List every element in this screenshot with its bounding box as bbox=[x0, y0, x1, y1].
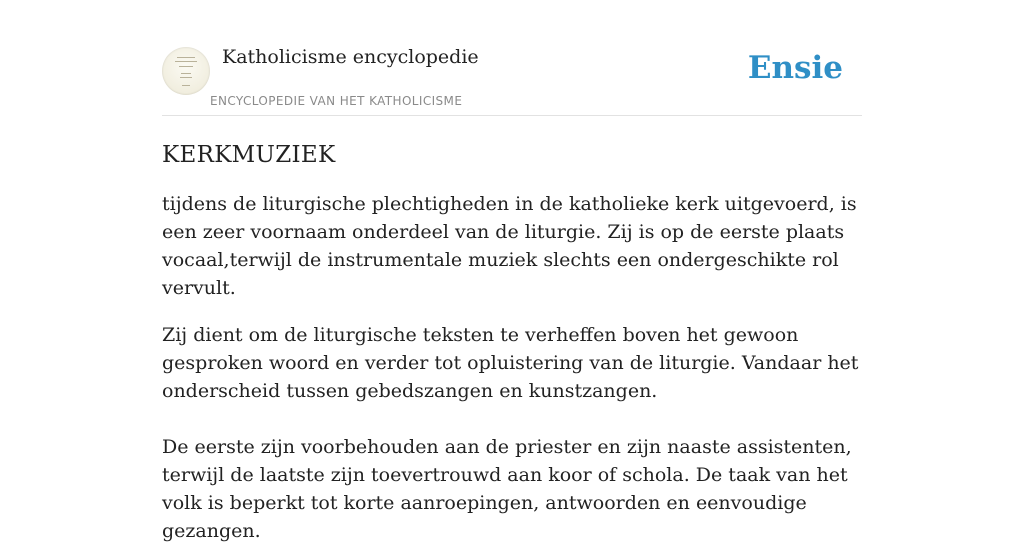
brand-logo[interactable]: Ensie bbox=[747, 50, 843, 86]
article-headword: KERKMUZIEK bbox=[162, 142, 336, 168]
book-title[interactable]: Katholicisme encyclopedie bbox=[222, 46, 479, 68]
page bbox=[162, 0, 862, 545]
book-subtitle: ENCYCLOPEDIE VAN HET KATHOLICISME bbox=[210, 94, 463, 108]
article-paragraph-1: tijdens de liturgische plechtigheden in de katholieke kerk uitgevoerd, is een zeer voornaam onderdeel van de liturgie. Zij is op de eerste plaats vocaal,terwijl de instrumentale muziek slechts een ondergeschikte rol vervult. bbox=[162, 193, 857, 299]
article-paragraph-2: Zij dient om de liturgische teksten te verheffen boven het gewoon gesproken woord en verder tot opluistering van de liturgie. Vandaar het onderscheid tussen gebedszangen en kunstzangen. bbox=[162, 324, 859, 402]
book-cover-icon[interactable] bbox=[162, 47, 210, 95]
header bbox=[162, 0, 862, 116]
article-paragraph-3: De eerste zijn voorbehouden aan de priester en zijn naaste assistenten, terwijl de laatste zijn toevertrouwd aan koor of schola. De taak van het volk is beperkt tot korte aanroepingen, antwoorden en eenvoudige gezangen. bbox=[162, 436, 852, 542]
